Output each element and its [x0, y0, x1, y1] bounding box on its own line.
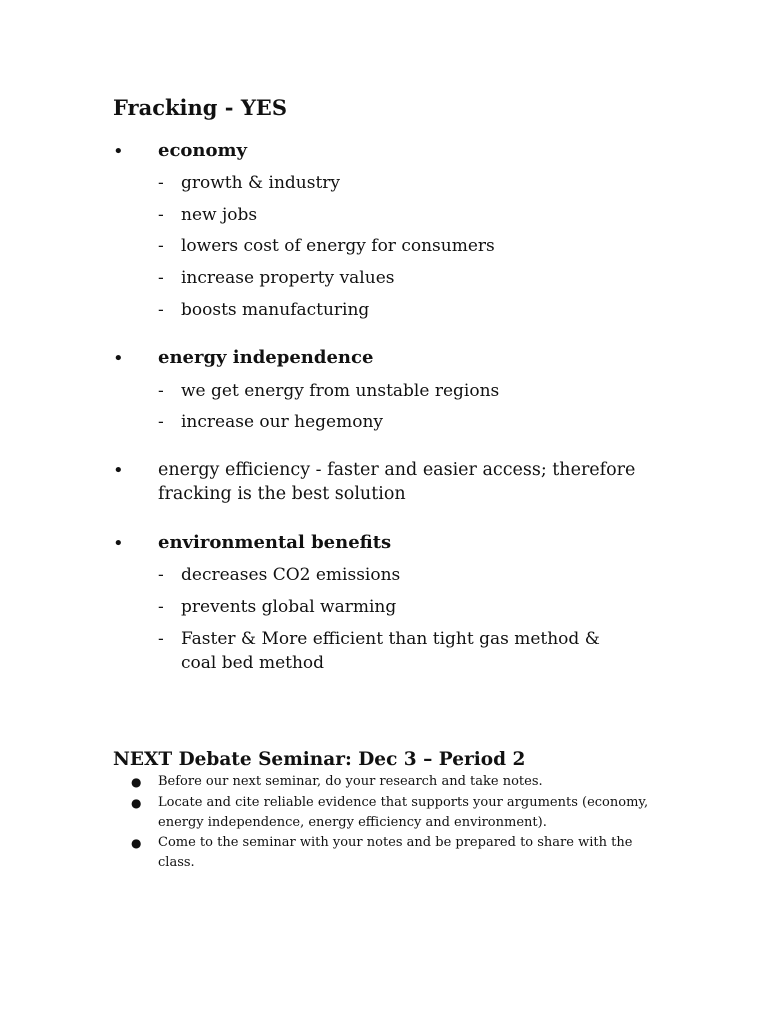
list-dash: -: [158, 629, 164, 649]
list-item: we get energy from unstable regions: [181, 381, 500, 401]
section-bullet: •: [113, 348, 124, 369]
seminar-title: NEXT Debate Seminar: Dec 3 – Period 2: [113, 749, 526, 770]
section-bullet: •: [113, 141, 124, 162]
list-dash: -: [158, 565, 164, 585]
list-item: increase property values: [181, 268, 395, 288]
seminar-note: Locate and cite reliable evidence that supports your arguments (economy, energy independence, energy efficiency and environment).: [158, 795, 649, 830]
section-heading-environmental-benefits: environmental benefits: [158, 532, 392, 553]
note-bullet: ●: [131, 836, 142, 850]
list-dash: -: [158, 300, 164, 320]
list-dash: -: [158, 597, 164, 617]
list-item: decreases CO2 emissions: [181, 565, 401, 585]
list-dash: -: [158, 268, 164, 288]
note-bullet: ●: [131, 775, 142, 789]
section-heading-energy-efficiency: energy efficiency - faster and easier access; therefore fracking is the best solution: [158, 460, 636, 504]
list-item: prevents global warming: [181, 597, 397, 617]
note-bullet: ●: [131, 796, 142, 810]
list-item: lowers cost of energy for consumers: [181, 236, 495, 256]
seminar-note: Before our next seminar, do your research and take notes.: [158, 774, 543, 789]
list-item: new jobs: [181, 205, 258, 225]
list-item: boosts manufacturing: [181, 300, 370, 320]
list-dash: -: [158, 236, 164, 256]
section-heading-economy: economy: [158, 140, 248, 161]
list-item: growth & industry: [181, 173, 341, 193]
list-dash: -: [158, 412, 164, 432]
page-title: Fracking - YES: [113, 95, 287, 120]
list-dash: -: [158, 205, 164, 225]
section-bullet: •: [113, 460, 124, 481]
list-dash: -: [158, 381, 164, 401]
section-heading-energy-independence: energy independence: [158, 347, 374, 368]
list-item: Faster & More efficient than tight gas method & coal bed method: [181, 629, 600, 673]
list-dash: -: [158, 173, 164, 193]
list-item: increase our hegemony: [181, 412, 383, 432]
section-bullet: •: [113, 533, 124, 554]
seminar-note: Come to the seminar with your notes and be prepared to share with the class.: [158, 835, 633, 870]
